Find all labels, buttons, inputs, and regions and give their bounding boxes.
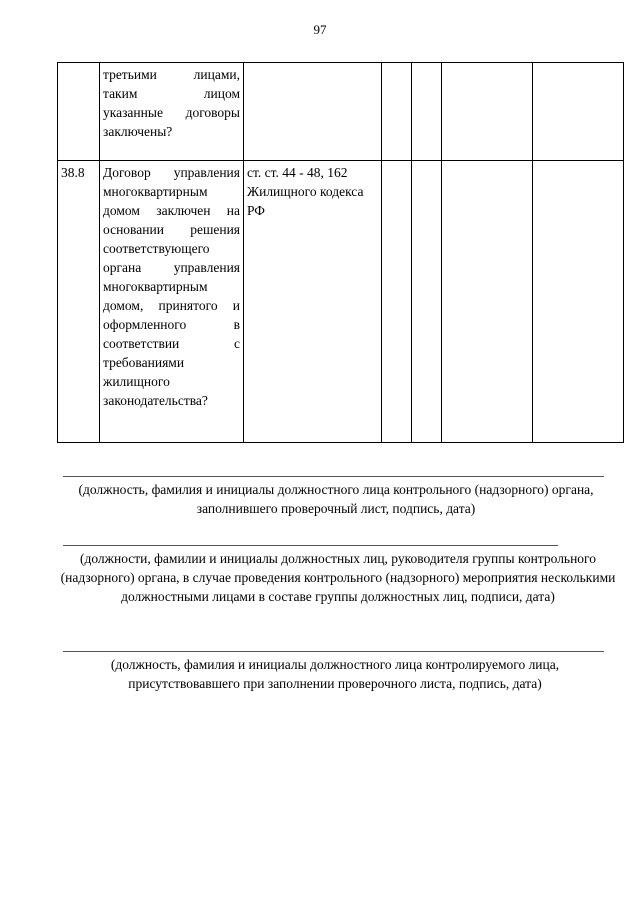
signature-line[interactable] (63, 545, 558, 546)
answer-cell[interactable] (412, 63, 442, 161)
answer-cell[interactable] (412, 161, 442, 443)
question-cell: Договор управления многоквартирным домом заключен на основании решения соответствующего органа управления многоквартирным домом, принятого и оформленного в соответствии с требованиями жилищного законодательства? (100, 161, 244, 443)
checklist-table (57, 62, 624, 443)
answer-cell[interactable] (382, 63, 412, 161)
table-row (58, 161, 624, 443)
question-cell: третьими лицами, таким лицом указанные договоры заключены? (100, 63, 244, 161)
legal-basis-cell (244, 63, 382, 161)
signature-line[interactable] (63, 476, 604, 477)
signature-caption: (должность, фамилия и инициалы должностного лица контролируемого лица, присутствовавшего при заполнении проверочного листа, подпись, дата) (110, 657, 560, 691)
row-number: 38.8 (58, 161, 100, 443)
row-number (58, 63, 100, 161)
legal-basis-cell: ст. ст. 44 - 48, 162 Жилищного кодекса РФ (244, 161, 382, 443)
table-row (58, 63, 624, 161)
signature-caption: (должность, фамилия и инициалы должностного лица контрольного (надзорного) органа, заполнившего проверочный лист, подпись, дата) (78, 482, 594, 516)
answer-cell[interactable] (442, 63, 533, 161)
page-number: 97 (313, 22, 327, 37)
answer-cell[interactable] (382, 161, 412, 443)
signature-caption: (должности, фамилии и инициалы должностных лиц, руководителя группы контрольного (надзорного) органа, в случае проведения контрольного (надзорного) мероприятия несколькими должностными лицами в составе группы должностных лиц, подписи, дата) (60, 551, 616, 604)
answer-cell[interactable] (442, 161, 533, 443)
comment-cell[interactable] (533, 63, 624, 161)
signature-line[interactable] (63, 651, 604, 652)
comment-cell[interactable] (533, 161, 624, 443)
